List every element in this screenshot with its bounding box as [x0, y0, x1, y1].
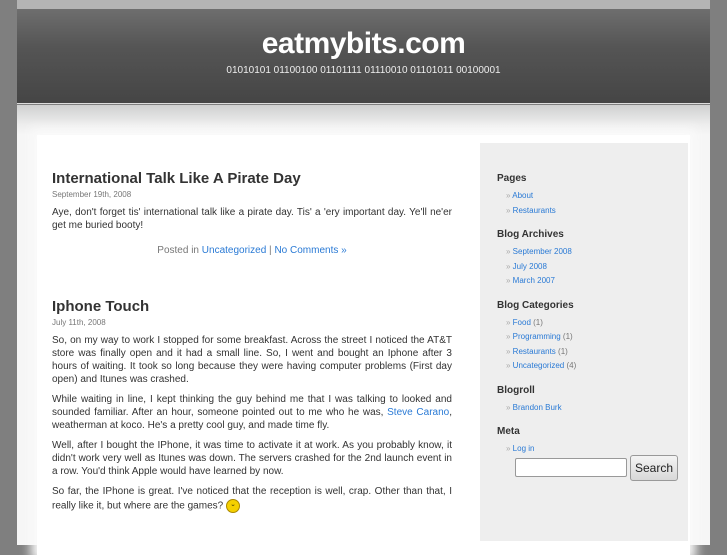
post-paragraph [52, 486, 452, 513]
post-meta [52, 245, 452, 256]
categories-widget [497, 300, 688, 374]
category-count: (1) [533, 317, 543, 327]
blogroll-widget [497, 385, 688, 416]
category-link[interactable]: Uncategorized [512, 361, 565, 370]
search-form [515, 455, 688, 481]
post-title[interactable]: Iphone Touch [52, 298, 150, 316]
post [52, 170, 452, 256]
comments-link[interactable]: No Comments » [274, 245, 347, 257]
category-link[interactable]: Food [512, 317, 531, 327]
post-date: September 19th, 2008 [52, 190, 132, 199]
top-strip [17, 0, 710, 9]
site-tagline: 01010101 01100100 01101111 01110010 01101011 00100001 [226, 65, 501, 76]
login-link[interactable]: Log in [512, 444, 535, 453]
widget-title: Blog Categories [497, 299, 574, 311]
widget-title: Meta [497, 426, 520, 437]
widget-title: Blogroll [497, 384, 535, 396]
category-count: (4) [566, 361, 577, 370]
post-paragraph: So, on my way to work I stopped for some breakfast. Across the street I noticed the AT&T store was finally open and it had a small line. So, I went and bought an Iphone after 3 hours of waiting. It took so long because they were having computer problems (First day open) and Itunes was crashed. [52, 335, 452, 385]
search-button[interactable]: Search [630, 455, 678, 481]
text: So far, the IPhone is great. I've noticed that the reception is well, crap. Other than that, I really like it, but where are the games? [52, 486, 452, 512]
post-paragraph: Aye, don't forget tis' international talk like a pirate day. Tis' a 'ery important day. Ye'll ne'er get me buried booty! [52, 207, 452, 231]
page-link-restaurants[interactable]: Restaurants [512, 205, 556, 215]
steve-carano-link[interactable]: Steve Carano [387, 406, 450, 418]
category-link[interactable]: Programming [512, 332, 561, 341]
post-date: July 11th, 2008 [52, 318, 106, 328]
category-link[interactable]: Restaurants [512, 346, 556, 356]
archive-link[interactable]: September 2008 [512, 247, 572, 256]
meta-widget [497, 426, 688, 457]
archive-link[interactable]: July 2008 [512, 261, 547, 271]
search-input[interactable] [515, 458, 627, 477]
text: , weatherman at koco. He's a pretty cool guy, and made time fly. [52, 406, 452, 431]
content-panel [37, 135, 690, 555]
site-header [17, 9, 710, 104]
page [17, 105, 710, 545]
archives-widget [497, 229, 688, 289]
post-paragraph: Well, after I bought the IPhone, it was time to activate it at work. As you probably know, it didn't work very well as Itunes was down. The servers crashed for the 2nd launch event in a row. You'd think Apple would have learned by now. [52, 440, 452, 477]
category-count: (1) [562, 332, 573, 341]
page-link-about[interactable]: About [512, 191, 534, 200]
post-title[interactable]: International Talk Like A Pirate Day [52, 170, 301, 187]
grin-smiley-icon: ᵕ [226, 499, 240, 513]
separator: | [269, 245, 272, 257]
pages-widget [497, 173, 688, 218]
widget-title: Blog Archives [497, 229, 564, 240]
post [52, 298, 452, 513]
blogroll-link[interactable]: Brandon Burk [512, 402, 562, 412]
sidebar [480, 143, 688, 541]
main-content [52, 170, 452, 513]
post-paragraph [52, 394, 452, 432]
widget-title: Pages [497, 173, 527, 184]
category-link[interactable]: Uncategorized [201, 245, 267, 257]
site-title[interactable]: eatmybits.com [261, 27, 466, 60]
text: While waiting in line, I kept thinking the guy behind me that I was talking to looked and sounded familiar. After an hour, someone pointed out to me who he was, [52, 394, 452, 418]
posted-in-label: Posted in [157, 245, 199, 257]
category-count: (1) [558, 346, 568, 356]
archive-link[interactable]: March 2007 [512, 276, 555, 285]
